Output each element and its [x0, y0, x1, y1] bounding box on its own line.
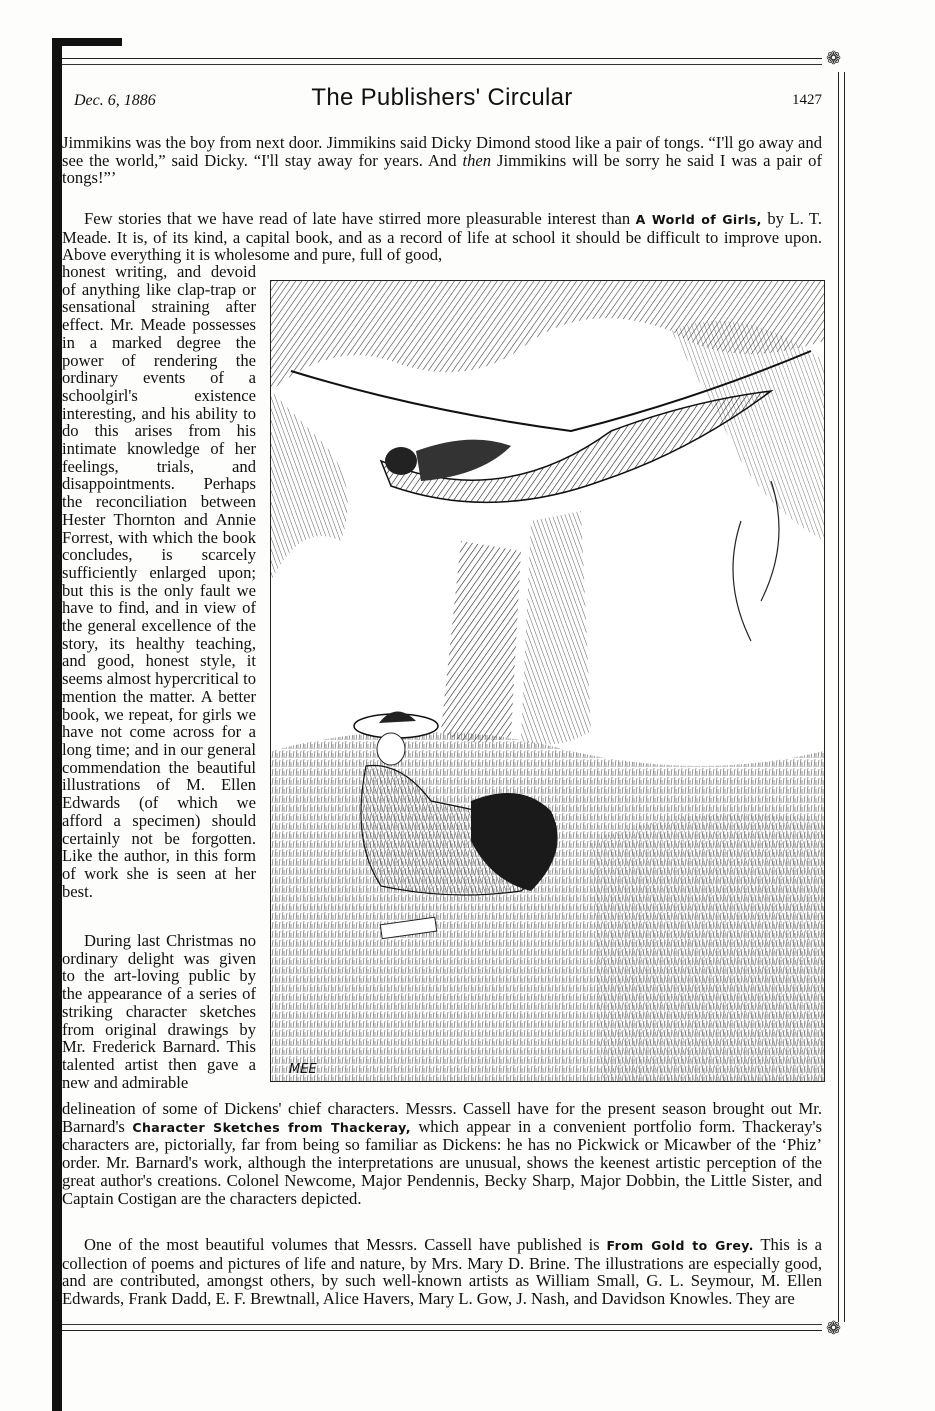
- running-header: [62, 84, 822, 116]
- ground-shading: [591, 814, 824, 1081]
- review1-lead-text: Few stories that we have read of late have stirred more pleasurable interest than: [84, 209, 631, 228]
- top-rule-outer: [62, 58, 822, 59]
- binding-edge-top: [52, 38, 122, 46]
- right-border-outer: [838, 72, 839, 1322]
- illustration-hammock-scene: [270, 280, 825, 1082]
- page-number: 1427: [792, 92, 822, 108]
- bottom-rule-outer: [62, 1330, 822, 1331]
- review3-book-title: From Gold to Grey.: [606, 1238, 754, 1253]
- review1-author-text: by L. T. Meade. It is, of its kind, a capital book, and as a record of life at school it should be difficult to improve upon. Above everything it is wholesome and pure, full of good,: [62, 209, 822, 265]
- hammock-figure-head: [385, 447, 417, 475]
- top-rule-inner: [62, 64, 822, 65]
- right-border-inner: [844, 72, 845, 1322]
- ornament-bottom-icon: ❁: [826, 1318, 842, 1339]
- intro-paragraph: [62, 134, 822, 187]
- review2-full-width: [62, 1100, 822, 1207]
- review-from-gold-to-grey: [62, 1236, 822, 1308]
- intro-text-part2: Jimmikins will be sorry he said I was a pair of tongs!”’: [62, 150, 822, 188]
- intro-emphasis: then: [462, 150, 492, 170]
- issue-date: Dec. 6, 1886: [74, 92, 156, 109]
- engraving-image: [271, 281, 824, 1081]
- review1-book-title: A World of Girls,: [635, 212, 762, 227]
- reclining-girl-head: [377, 733, 405, 765]
- tree-trunk-center: [521, 511, 591, 744]
- review2-text-part1: delineation of some of Dickens' chief characters. Messrs. Cassell have for the present season brought out Mr. Barnard's: [62, 1099, 822, 1136]
- review2-book-title: Character Sketches from Thackeray,: [132, 1119, 411, 1135]
- review2-text-part2: which appear in a convenient portfolio form. Thackeray's characters are, pictorially, far from being so familiar as Dickens: he has no Pickwick or Micawber of the ‘Phiz’ order. Mr. Barnard's work, although the interpretations are unusual, shows the keenest artistic perception of the great author's creations. Colonel Newcome, Major Pendennis, Becky Sharp, Major Dobbin, the Little Sister, and Captain Costigan are the characters depicted.: [62, 1116, 822, 1208]
- review1-column-text: honest writing, and devoid of anything like clap-trap or sensational straining after effect. Mr. Meade possesses in a marked degree the power of rendering the ordinary events of a schoolgirl's existence interesting, and his ability to do this arises from his intimate knowledge of her feelings, trials, and disappointments. Perhaps the reconciliation between Hester Thornton and Annie Forrest, with which the book concludes, is scarcely sufficiently enlarged upon; but this is the only fault we have to find, and in view of the general excellence of the story, its healthy teaching, and good, honest style, it seems almost hypercritical to mention the matter. A better book, we repeat, for girls we have not come across for a long time; and in our general commendation the beautiful illustrations of M. Ellen Edwards (of which we afford a specimen) should certainly not be forgotten. Like the author, in this form of work she is seen at her best.: [62, 262, 256, 901]
- journal-title: The Publishers' Circular: [311, 84, 573, 111]
- bottom-rule-inner: [62, 1324, 822, 1325]
- review1-column: [62, 263, 256, 900]
- review2-column: [62, 932, 256, 1091]
- intro-text-part1: Jimmikins was the boy from next door. Jimmikins said Dicky Dimond stood like a pair of tongs. “I'll go away and see the world,” said Dicky. “I'll stay away for years. And: [62, 133, 822, 170]
- artist-signature: MEE: [289, 1062, 317, 1077]
- review3-text: This is a collection of poems and pictures of life and nature, by Mrs. Mary D. Brine. The illustrations are especially good, and are contributed, amongst others, by such well-known artists as William Small, G. L. Seymour, M. Ellen Edwards, Frank Dadd, E. F. Brewtnall, Alice Havers, Mary L. Gow, J. Nash, and Davidson Knowles. They are: [62, 1235, 822, 1309]
- review2-column-text: During last Christmas no ordinary delight was given to the art-loving public by the appearance of a series of striking character sketches from original drawings by Mr. Frederick Barnard. This talented artist then gave a new and admirable: [62, 931, 256, 1092]
- ornament-top-icon: ❁: [826, 48, 842, 69]
- review3-lead-text: One of the most beautiful volumes that Messrs. Cassell have published is: [84, 1235, 600, 1254]
- binding-edge: [52, 40, 62, 1411]
- review-world-of-girls-lead: [62, 210, 822, 264]
